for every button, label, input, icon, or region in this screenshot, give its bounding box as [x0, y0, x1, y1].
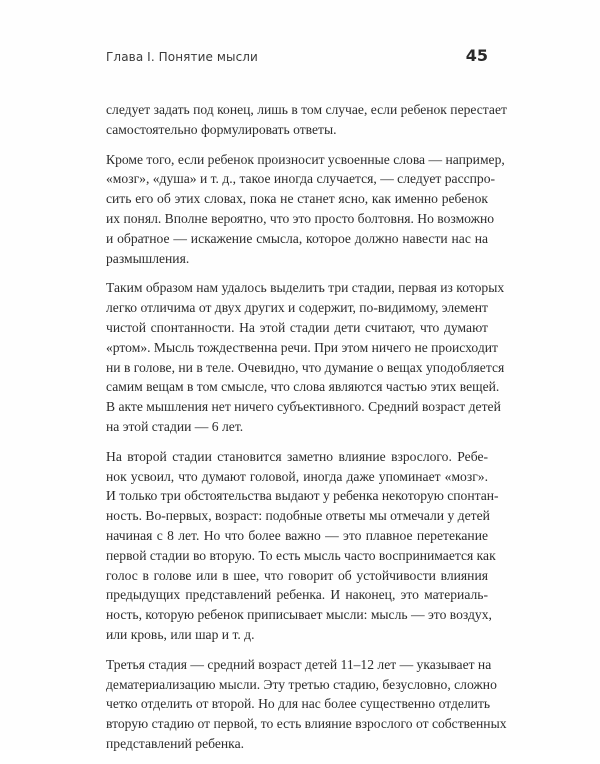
text-line: на этой стадии — 6 лет. [106, 418, 244, 434]
text-line: голос в голове или в шее, что говорит об устойчивости влияния [106, 567, 488, 583]
text-line: самостоятельно формулировать ответы. [106, 121, 337, 137]
text-line: первой стадии во вторую. То есть мысль часто воспринимается как [106, 547, 496, 563]
text-line: размышления. [106, 250, 190, 266]
text-line: самим вещам в том смысле, что слова являются частью этих вещей. [106, 379, 500, 395]
running-header [106, 46, 488, 70]
paragraph [106, 278, 505, 436]
paragraph [106, 150, 505, 269]
page-number: 45 [465, 46, 488, 65]
text-line: ность. Во-первых, возраст: подобные ответы мы отмечали у детей [106, 508, 490, 524]
text-line: Кроме того, если ребенок произносит усвоенные слова — например, [106, 151, 505, 167]
text-line: ность, которую ребенок приписывает мысли: мысль — это воздух, [106, 607, 492, 623]
paragraph [106, 447, 499, 645]
text-line: чистой спонтанности. На этой стадии дети считают, что думают [106, 319, 488, 335]
text-line: ни в голове, ни в теле. Очевидно, что думание о вещах уподобляется [106, 359, 505, 375]
paragraph [106, 100, 507, 140]
body-text [106, 100, 507, 764]
text-line: «ртом». Мысль тождественна речи. При этом ничего не происходит [106, 339, 498, 355]
text-line: Таким образом нам удалось выделить три стадии, первая из которых [106, 280, 505, 296]
text-line: Третья стадия — средний возраст детей 11–12 лет — указывает на [106, 656, 492, 672]
text-line: На второй стадии становится заметно влияние взрослого. Ребе- [106, 448, 488, 464]
text-line: четко отделить от второй. Но для нас более существенно отделить [106, 696, 491, 712]
text-line: и обратное — искажение смысла, которое должно навести нас на [106, 230, 488, 246]
text-line: нок усвоил, что думают головой, иногда даже упоминает «мозг». [106, 468, 488, 484]
text-line: легко отличима от двух других и содержит, по-видимому, элемент [106, 300, 488, 316]
text-line: сить его об этих словах, пока не станет ясно, как именно ребенок [106, 191, 488, 207]
paragraph [106, 655, 507, 754]
text-line: дематериализацию мысли. Эту третью стадию, безусловно, сложно [106, 676, 497, 692]
text-line: следует задать под конец, лишь в том случае, если ребенок перестает [106, 102, 507, 117]
text-line: начиная с 8 лет. Но что более важно — это плавное перетекание [106, 527, 488, 543]
text-line: вторую стадию от первой, то есть влияние взрослого от собственных [106, 716, 507, 732]
text-line: И только три обстоятельства выдают у ребенка некоторую спонтан- [106, 488, 499, 504]
text-line: В акте мышления нет ничего субъективного. Средний возраст детей [106, 399, 501, 415]
text-line: предыдущих представлений ребенка. И наконец, это материаль- [106, 587, 488, 603]
text-line: или кровь, или шар и т. д. [106, 626, 255, 642]
text-line: представлений ребенка. [106, 735, 245, 751]
chapter-title: Глава I. Понятие мысли [106, 50, 258, 64]
text-line: их понял. Вполне вероятно, что это просто болтовня. Но возможно [106, 210, 495, 226]
text-line: «мозг», «душа» и т. д., такое иногда случается, — следует расспро- [106, 171, 496, 187]
